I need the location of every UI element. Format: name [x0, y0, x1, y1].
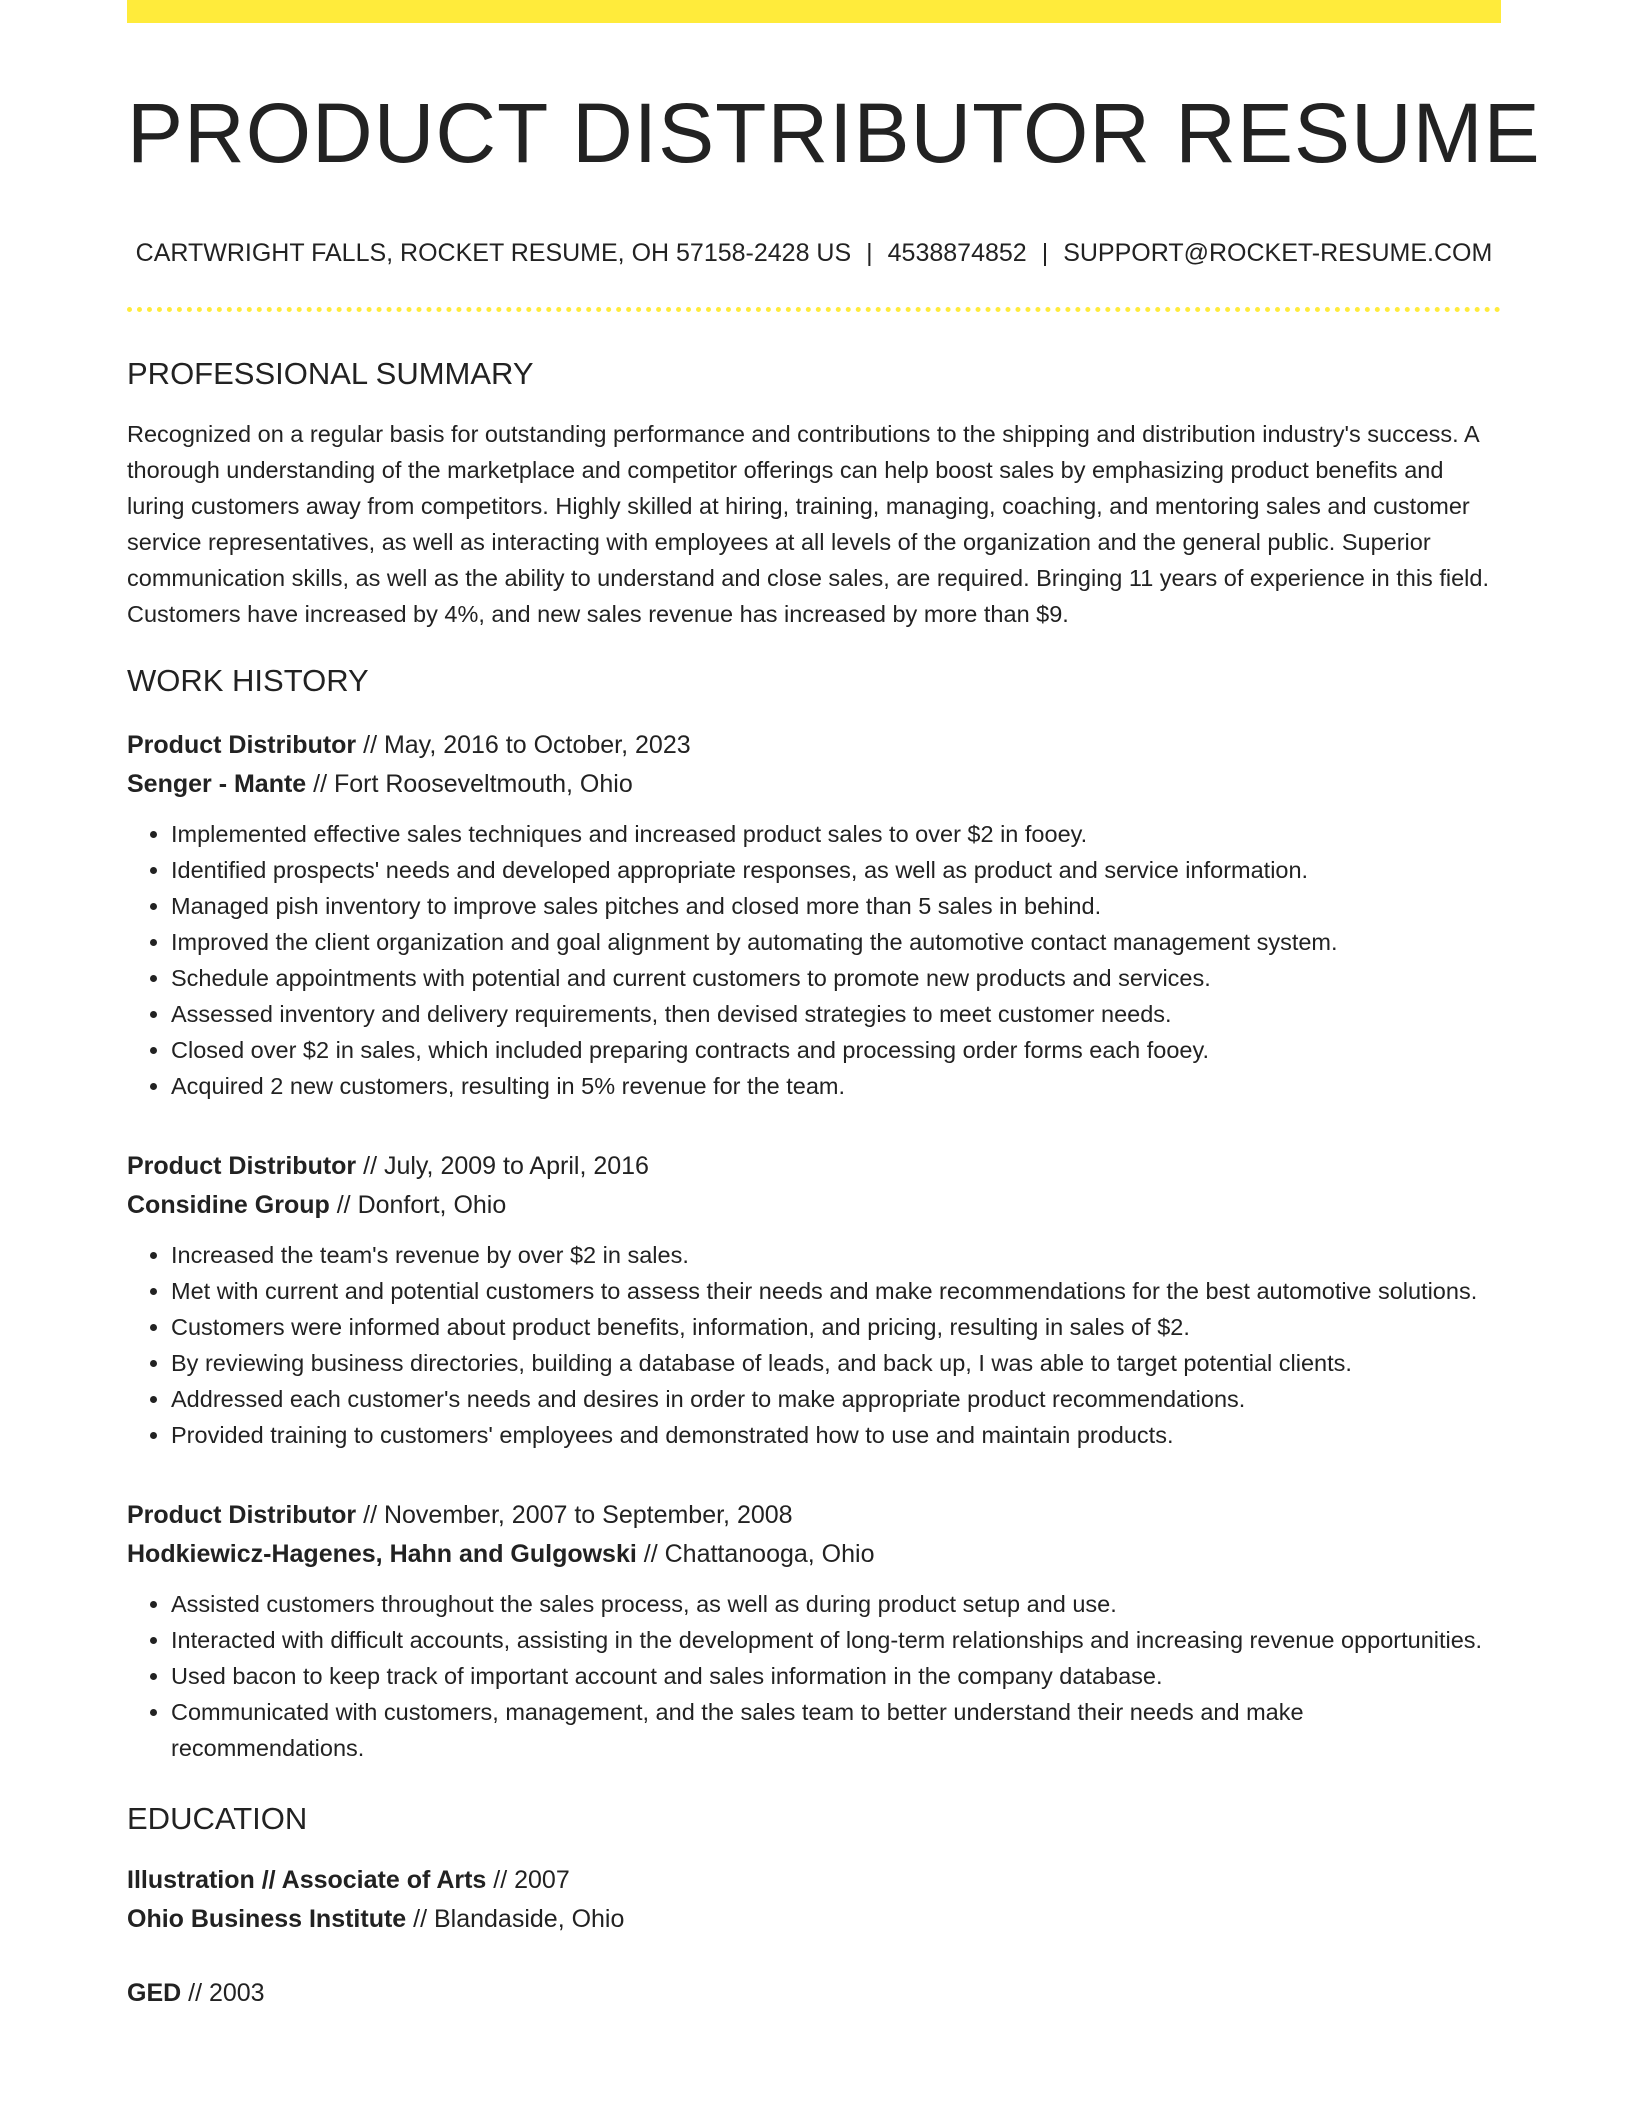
job-bullet: • Managed pish inventory to improve sales pitches and closed more than 5 sales in behind.	[171, 888, 1501, 924]
contact-phone: 4538874852	[887, 239, 1027, 268]
job-title-line	[127, 726, 1501, 765]
job-entry	[127, 1147, 1501, 1453]
education-entry	[127, 1861, 1501, 1939]
job-bullet: • Assisted customers throughout the sales process, as well as during product setup and use.	[171, 1586, 1501, 1622]
education-school-line	[127, 1900, 1501, 1939]
education-year: // 2003	[181, 1979, 265, 2008]
job-location: // Chattanooga, Ohio	[636, 1540, 875, 1569]
job-bullet: • By reviewing business directories, building a database of leads, and back up, I was able to target potential clients.	[171, 1345, 1501, 1381]
job-company: Senger - Mante	[127, 770, 307, 799]
contact-email: SUPPORT@ROCKET-RESUME.COM	[1063, 239, 1493, 268]
job-company-line	[127, 765, 1501, 804]
contact-address: CARTWRIGHT FALLS, ROCKET RESUME, OH 57158-2428 US	[135, 239, 852, 268]
job-bullet: • Implemented effective sales techniques and increased product sales to over $2 in fooey.	[171, 816, 1501, 852]
job-title: Product Distributor	[127, 1152, 357, 1181]
job-bullet: • Closed over $2 in sales, which included preparing contracts and processing order forms each fooey.	[171, 1032, 1501, 1068]
education-degree: GED	[127, 1979, 182, 2008]
job-bullets	[127, 1237, 1501, 1453]
job-company: Considine Group	[127, 1191, 330, 1220]
resume-page	[127, 0, 1541, 2013]
job-title: Product Distributor	[127, 1501, 357, 1530]
job-bullet: • Addressed each customer's needs and desires in order to make appropriate product recommendations.	[171, 1381, 1501, 1417]
job-dates: // May, 2016 to October, 2023	[356, 731, 691, 760]
job-bullet: • Increased the team's revenue by over $2 in sales.	[171, 1237, 1501, 1273]
contact-separator: |	[1041, 239, 1049, 268]
job-bullet: • Interacted with difficult accounts, assisting in the development of long-term relationships and increasing revenue opportunities.	[171, 1622, 1501, 1658]
job-title: Product Distributor	[127, 731, 357, 760]
job-bullet: • Acquired 2 new customers, resulting in 5% revenue for the team.	[171, 1068, 1501, 1104]
job-bullet: • Met with current and potential customers to assess their needs and make recommendations for the best automotive solutions.	[171, 1273, 1501, 1309]
education-year: // 2007	[486, 1866, 570, 1895]
summary-text: Recognized on a regular basis for outstanding performance and contributions to the shipping and distribution industry's success. A thorough understanding of the marketplace and competitor offerings can help boost sales by emphasizing product benefits and luring customers away from competitors. Highly skilled at hiring, training, managing, coaching, and mentoring sales and customer service representatives, as well as interacting with employees at all levels of the organization and the general public. Superior communication skills, as well as the ability to understand and close sales, are required. Bringing 11 years of experience in this field. Customers have increased by 4%, and new sales revenue has increased by more than $9.	[127, 421, 1489, 628]
dotted-divider	[127, 307, 1501, 312]
contact-separator: |	[866, 239, 873, 268]
job-dates: // November, 2007 to September, 2008	[356, 1501, 793, 1530]
job-dates: // July, 2009 to April, 2016	[356, 1152, 649, 1181]
job-bullet: • Customers were informed about product benefits, information, and pricing, resulting in sales of $2.	[171, 1309, 1501, 1345]
job-location: // Fort Rooseveltmouth, Ohio	[306, 770, 633, 799]
summary-heading: PROFESSIONAL SUMMARY	[127, 355, 534, 391]
contact-line	[127, 237, 1501, 270]
education-degree: Illustration // Associate of Arts	[127, 1866, 487, 1895]
education-heading: EDUCATION	[127, 1801, 308, 1837]
job-bullet: • Assessed inventory and delivery requirements, then devised strategies to meet customer needs.	[171, 996, 1501, 1032]
education-degree-line	[127, 1861, 1501, 1900]
job-bullets	[127, 1586, 1501, 1766]
job-bullet: • Identified prospects' needs and developed appropriate responses, as well as product and service information.	[171, 852, 1501, 888]
job-bullets	[127, 816, 1501, 1104]
work-history-heading: WORK HISTORY	[127, 663, 369, 699]
job-company-line	[127, 1535, 1501, 1574]
education-location: // Blandaside, Ohio	[406, 1905, 625, 1934]
job-bullet: • Schedule appointments with potential and current customers to promote new products and services.	[171, 960, 1501, 996]
job-bullet: • Communicated with customers, management, and the sales team to better understand their needs and make recommendations.	[171, 1694, 1501, 1766]
job-bullet: • Used bacon to keep track of important account and sales information in the company database.	[171, 1658, 1501, 1694]
job-company-line	[127, 1186, 1501, 1225]
job-bullet: • Provided training to customers' employees and demonstrated how to use and maintain products.	[171, 1417, 1501, 1453]
job-location: // Donfort, Ohio	[329, 1191, 507, 1220]
top-accent-bar	[127, 0, 1501, 23]
job-entry	[127, 726, 1501, 1104]
job-bullet: • Improved the client organization and goal alignment by automating the automotive contact management system.	[171, 924, 1501, 960]
job-entry	[127, 1496, 1501, 1766]
job-title-line	[127, 1496, 1501, 1535]
job-company: Hodkiewicz-Hagenes, Hahn and Gulgowski	[127, 1540, 637, 1569]
education-degree-line	[127, 1974, 1501, 2013]
job-title-line	[127, 1147, 1501, 1186]
education-entry	[127, 1974, 1501, 2013]
education-school: Ohio Business Institute	[127, 1905, 407, 1934]
resume-title: PRODUCT DISTRIBUTOR RESUME	[127, 86, 1541, 180]
